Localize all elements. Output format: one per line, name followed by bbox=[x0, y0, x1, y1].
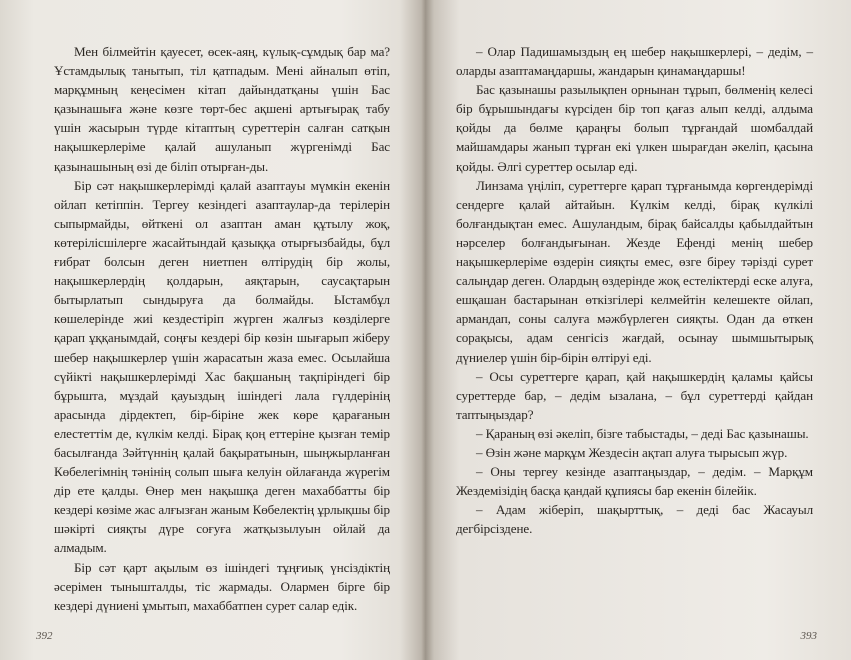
page-number: 393 bbox=[800, 630, 817, 642]
page-number: 392 bbox=[36, 630, 53, 642]
paragraph: Бір сәт қарт ақылым өз ішіндегі тұңғиық үнсіздіктің әсерімен тынышталды, тіс жармады. Олармен бірге бір кездері дүниені ұмытып, махаббатпен сурет салар едік. bbox=[54, 559, 390, 613]
left-page bbox=[0, 0, 420, 660]
paragraph: – Адам жіберіп, шақырттық, – деді бас Жасауыл дегбірсіздене. bbox=[456, 502, 813, 537]
paragraph: – Оны тергеу кезінде азаптаңыздар, – дедім. – Марқұм Жездемізідің басқа қандай құпиясы бар екенін білейік. bbox=[456, 464, 813, 499]
paragraph: – Өзін және марқұм Жездесін ақтап алуға тырысып жүр. bbox=[476, 444, 788, 460]
paragraph: Линзама үңіліп, суреттерге қарап тұрғанымда көргендерімді сендерге қалай айтайын. Күлкім келді, бірақ күлкілі болғандықтан емес. Ашуландым, бірақ байсалды қабылдайтын нәрселер болғандығынан. Жезде Ефенді менің шебер нақышкерлеріме өздерін сияқты емес, өзге біреу тәрізді сурет салыңдар деген. Олардың өздерінде жоқ естеліктерді еске алуға, ешқашан бастарынан өткізгілері келмейтін келешекте ойлап, армандап, соны салуға мәжбүрлеген сияқты. Одан да өткен сорақысы, адам сенгісіз жағдай, осынау шымшытырық дүниелер үшін бір-бірін өлтіруі еді. bbox=[456, 177, 813, 365]
paragraph: – Қараның өзі әкеліп, бізге табыстады, – деді Бас қазынашы. bbox=[476, 425, 809, 441]
paragraph: Бір сәт нақышкерлерімді қалай азаптауы мүмкін екенін ойлап кетіппін. Тергеу кезіндегі азаптаулар-да терілерін сыпырмайды, өйткені ол азаптан аман құтылу жоқ, көтерілісшілерге жасайтындай қазыққа отырғызбайды, бұл ғибрат болсын деген ниетпен өлтірудің бір жолы, нақышкерлердің қолдарын, аяқтарын, саусақтарын бытырлатып сындыруға да болмайды. Ыстамбұл көшелерінде жиі кездестіріп жүрген жалғыз көзділерге қарап ұққанымдай, соңғы кездері бір көзін шығарып жіберу шебер нақышкерлер үшін жарасатын жаза емес. Осылайша сүйікті нақышкерлерімді Хас бақшаның тақпіріндегі бір бұрышта, мұздай қауыздың ішіндегі лала гүлдерінің арасында дірдектеп, бір-біріне жек көре қарағанын елестеттім де, күлкім келді. Бірақ қоң еттеріне қызған темір басылғанда Зәйтүннің қалай бақыратынын, шыңжырланған Көбелегімнің тәнінің солып шыға келуін ойлағанда жүрегім дір ете қалды. Өнер мен нақышқа деген махаббатты бір кездері көзіме жас алғызған жаным Көбелектің ұрлықшы бір шәкірті сияқты дүре соғуға жатқызылуын ойлай да алмадым. bbox=[54, 177, 390, 556]
paragraph: Бас қазынашы разылықпен орнынан тұрып, бөлменің келесі бір бұрышындағы күрсіден бір топ қағаз алып келді, алдыма қойды да бөлме қараңғы болып тұрғандай шомбалдай майшамдары жанып тұрған екі үлкен шырағдан әкеліп, қасына қойды. Әлгі суреттер осылар еді. bbox=[456, 82, 813, 174]
right-page bbox=[424, 0, 851, 660]
paragraph: – Осы суреттерге қарап, қай нақышкердің қаламы қайсы суреттерде бар, – дедім ызалана, – бұл суреттерді қайдан таптыңыздар? bbox=[456, 368, 813, 422]
paragraph: – Олар Падишамыздың ең шебер нақышкерлері, – дедім, – оларды азаптамаңдаршы, жандарын қинамаңдаршы! bbox=[456, 44, 813, 79]
paragraph: Мен білмейтін қауесет, өсек-аяң, күлық-сұмдық бар ма? Ұстамдылық танытып, тіл қатпадым. Мені айналып өтіп, марқұмның кеңесімен кітап дайындатқаны үшін Бас қазынашыға және көзге төрт-бес ақшені артығырақ табу үшін жасырын түрде кітаптың суреттерін салған сатқын нақышкерлеріме қалай ашуланып жүргенімді Бас қазынашының өзі де біліп отырған-ды. bbox=[54, 44, 390, 174]
